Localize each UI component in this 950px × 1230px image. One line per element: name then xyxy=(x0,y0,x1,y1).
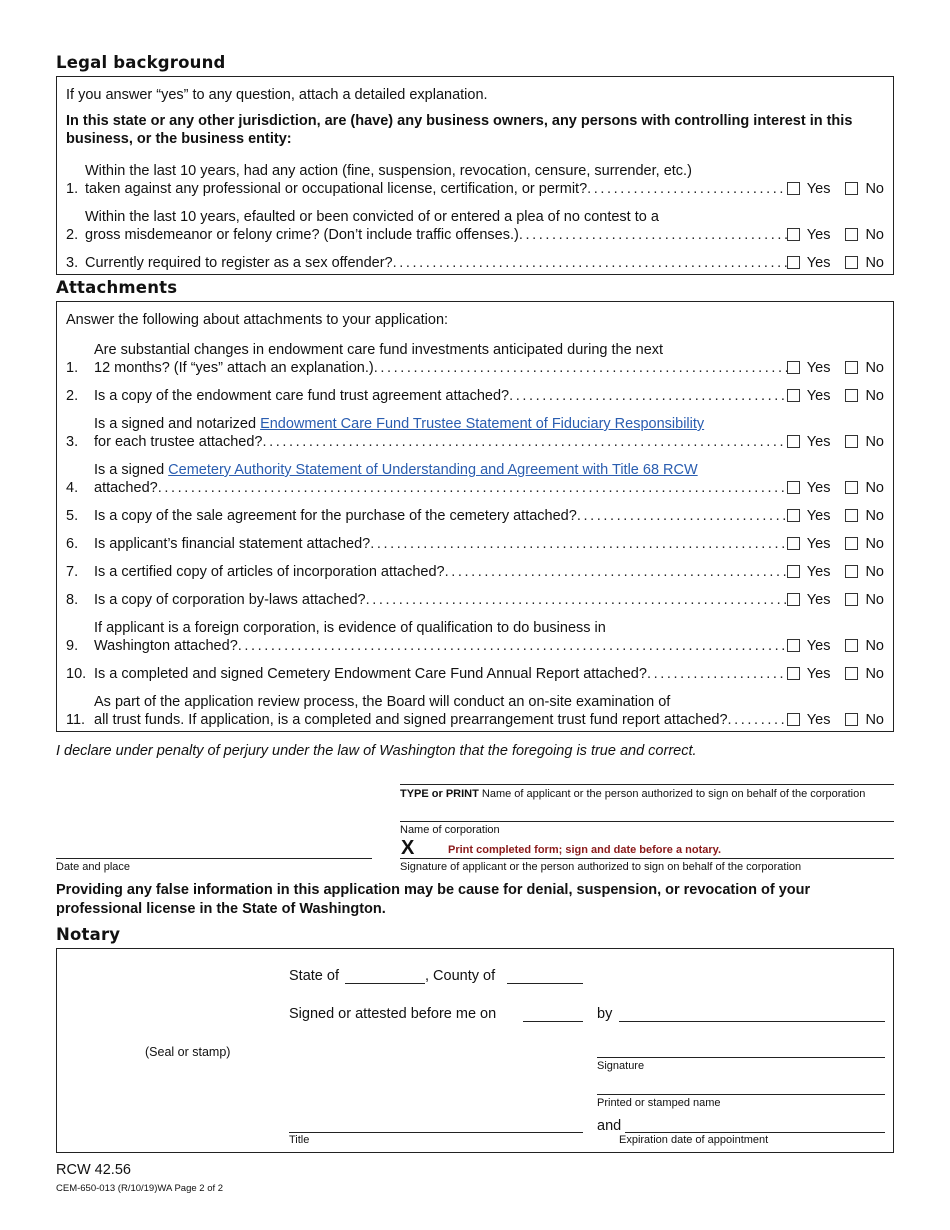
question-text: Are substantial changes in endowment care fund investments anticipated during the next xyxy=(94,342,664,358)
checkbox[interactable] xyxy=(787,389,800,402)
corporation-name-line[interactable] xyxy=(400,821,894,822)
title-label: Title xyxy=(289,1134,310,1146)
att-q11-yes[interactable]: Yes xyxy=(787,711,831,729)
by-label: by xyxy=(597,1006,613,1022)
att-q10-no[interactable]: No xyxy=(845,665,884,683)
legal-lead: In this state or any other jurisdiction, are (have) any business owners, any persons with controlling interest in this business, or the business entity: xyxy=(66,113,853,147)
attachment-question-4 xyxy=(57,461,893,497)
checkbox[interactable] xyxy=(787,228,800,241)
question-number: 9. xyxy=(66,638,79,654)
attachments-intro: Answer the following about attachments to your application: xyxy=(66,312,449,328)
question-number: 6. xyxy=(66,536,79,552)
signed-date-field[interactable] xyxy=(523,1021,583,1022)
applicant-name-line[interactable] xyxy=(400,784,894,785)
legal-q1-yes[interactable]: Yes xyxy=(787,180,831,198)
leader-dots xyxy=(393,254,787,272)
leader-dots xyxy=(238,637,787,655)
checkbox[interactable] xyxy=(845,435,858,448)
att-q2-yes[interactable]: Yes xyxy=(787,387,831,405)
att-q5-no[interactable]: No xyxy=(845,507,884,525)
county-of-label: , County of xyxy=(425,968,496,984)
title-field[interactable] xyxy=(289,1132,583,1133)
signed-before-label: Signed or attested before me on xyxy=(289,1006,497,1022)
signature-area xyxy=(56,760,894,917)
leader-dots xyxy=(587,180,787,198)
leader-dots xyxy=(366,591,787,609)
attachment-question-8 xyxy=(57,591,893,609)
fiduciary-statement-link[interactable]: Endowment Care Fund Trustee Statement of Fiduciary Responsibility xyxy=(260,416,705,432)
checkbox[interactable] xyxy=(787,182,800,195)
checkbox[interactable] xyxy=(845,389,858,402)
signature-x-mark: X xyxy=(401,837,415,859)
checkbox[interactable] xyxy=(845,713,858,726)
legal-heading: Legal background xyxy=(56,53,226,72)
legal-question-2 xyxy=(57,208,893,244)
leader-dots xyxy=(445,563,787,581)
printed-name-field[interactable] xyxy=(597,1094,885,1095)
checkbox[interactable] xyxy=(787,713,800,726)
signer-name-field[interactable] xyxy=(619,1021,885,1022)
attachments-heading: Attachments xyxy=(56,278,178,297)
form-identifier: CEM-650-013 (R/10/19)WA Page 2 of 2 xyxy=(56,1183,224,1194)
question-text: for each trustee attached? xyxy=(94,434,263,450)
legal-q3-no[interactable]: No xyxy=(845,254,884,272)
checkbox[interactable] xyxy=(787,481,800,494)
leader-dots xyxy=(370,535,787,553)
legal-question-1 xyxy=(57,162,893,198)
state-of-label: State of xyxy=(289,968,339,984)
att-q11-no[interactable]: No xyxy=(845,711,884,729)
attachment-question-5 xyxy=(57,507,893,525)
notary-signature-field[interactable] xyxy=(597,1057,885,1058)
checkbox[interactable] xyxy=(845,509,858,522)
checkbox[interactable] xyxy=(845,361,858,374)
seal-stamp-area: (Seal or stamp) xyxy=(145,1045,231,1059)
checkbox[interactable] xyxy=(845,481,858,494)
notary-heading: Notary xyxy=(56,925,121,944)
county-field[interactable] xyxy=(507,983,583,984)
att-q7-no[interactable]: No xyxy=(845,563,884,581)
checkbox[interactable] xyxy=(845,182,858,195)
question-text: Is a copy of corporation by-laws attached? xyxy=(94,592,366,608)
applicant-signature-line[interactable] xyxy=(400,858,894,859)
checkbox[interactable] xyxy=(787,256,800,269)
legal-q3-yes[interactable]: Yes xyxy=(787,254,831,272)
att-q10-yes[interactable]: Yes xyxy=(787,665,831,683)
false-information-warning: Providing any false information in this application may be cause for denial, suspension, or revocation of your professional license in the State of Washington. xyxy=(56,882,811,917)
checkbox[interactable] xyxy=(787,639,800,652)
question-text: Is a completed and signed Cemetery Endowment Care Fund Annual Report attached? xyxy=(94,666,647,682)
rcw-reference: RCW 42.56 xyxy=(56,1162,131,1178)
cemetery-authority-statement-link[interactable]: Cemetery Authority Statement of Understanding and Agreement with Title 68 RCW xyxy=(168,462,698,478)
checkbox[interactable] xyxy=(845,639,858,652)
legal-question-3 xyxy=(57,254,893,273)
att-q6-no[interactable]: No xyxy=(845,535,884,553)
checkbox[interactable] xyxy=(787,435,800,448)
question-text: If applicant is a foreign corporation, is evidence of qualification to do business in xyxy=(94,620,606,636)
checkbox[interactable] xyxy=(845,667,858,680)
leader-dots xyxy=(647,665,787,683)
att-q6-yes[interactable]: Yes xyxy=(787,535,831,553)
att-q1-no[interactable]: No xyxy=(845,359,884,377)
legal-q2-yes[interactable]: Yes xyxy=(787,226,831,244)
applicant-name-label: TYPE or PRINT Name of applicant or the person authorized to sign on behalf of the corporation xyxy=(400,788,866,800)
legal-q1-no[interactable]: No xyxy=(845,180,884,198)
attachment-question-6 xyxy=(57,535,893,553)
question-text: As part of the application review process, the Board will conduct an on-site examination of xyxy=(94,694,671,710)
checkbox[interactable] xyxy=(787,565,800,578)
checkbox[interactable] xyxy=(845,565,858,578)
attachment-question-1 xyxy=(57,341,893,377)
perjury-declaration: I declare under penalty of perjury under the law of Washington that the foregoing is true and correct. xyxy=(56,743,697,759)
question-number: 10. xyxy=(66,666,87,682)
date-place-line[interactable] xyxy=(56,858,372,859)
leader-dots xyxy=(374,359,787,377)
question-text: Is a copy of the sale agreement for the purchase of the cemetery attached? xyxy=(94,508,577,524)
question-number: 2. xyxy=(66,227,79,243)
expiration-label: Expiration date of appointment xyxy=(619,1134,769,1146)
legal-q2-no[interactable]: No xyxy=(845,226,884,244)
att-q3-no[interactable]: No xyxy=(845,433,884,451)
notary-instruction-note: Print completed form; sign and date before a notary. xyxy=(448,844,722,856)
att-q4-yes[interactable]: Yes xyxy=(787,479,831,497)
question-text: Is a signed xyxy=(94,462,169,478)
question-text: Within the last 10 years, efaulted or been convicted of or entered a plea of no contest to a xyxy=(85,209,659,225)
att-q9-no[interactable]: No xyxy=(845,637,884,655)
leader-dots xyxy=(519,226,787,244)
checkbox[interactable] xyxy=(845,228,858,241)
checkbox[interactable] xyxy=(845,593,858,606)
attachments-box xyxy=(56,301,894,732)
corporation-name-label: Name of corporation xyxy=(400,824,500,836)
applicant-signature-label: Signature of applicant or the person authorized to sign on behalf of the corporation xyxy=(400,861,802,873)
form-page xyxy=(56,50,894,1195)
checkbox[interactable] xyxy=(787,509,800,522)
question-number: 5. xyxy=(66,508,79,524)
att-q7-yes[interactable]: Yes xyxy=(787,563,831,581)
question-number: 4. xyxy=(66,480,79,496)
question-text: all trust funds. If application, is a completed and signed prearrangement trust fund report attached? xyxy=(94,712,728,728)
date-place-label: Date and place xyxy=(56,861,130,873)
question-text: Is applicant’s financial statement attached? xyxy=(94,536,371,552)
att-q8-yes[interactable]: Yes xyxy=(787,591,831,609)
question-text: gross misdemeanor or felony crime? (Don’t include traffic offenses.) xyxy=(85,227,519,243)
leader-dots xyxy=(262,433,786,451)
question-number: 1. xyxy=(66,181,79,197)
question-text: taken against any professional or occupational license, certification, or permit? xyxy=(85,181,588,197)
printed-name-label: Printed or stamped name xyxy=(597,1097,721,1109)
attachment-question-2 xyxy=(57,387,893,405)
notary-box xyxy=(56,948,894,1153)
att-q9-yes[interactable]: Yes xyxy=(787,637,831,655)
att-q8-no[interactable]: No xyxy=(845,591,884,609)
leader-dots xyxy=(577,507,787,525)
question-number: 3. xyxy=(66,434,79,450)
question-text: attached? xyxy=(94,480,158,496)
checkbox[interactable] xyxy=(787,667,800,680)
question-text: Is a certified copy of articles of incorporation attached? xyxy=(94,564,445,580)
leader-dots xyxy=(509,387,787,405)
and-label: and xyxy=(597,1118,622,1134)
question-number: 7. xyxy=(66,564,79,580)
checkbox[interactable] xyxy=(787,537,800,550)
attachment-question-7 xyxy=(57,563,893,581)
expiration-date-field[interactable] xyxy=(625,1132,885,1133)
question-number: 3. xyxy=(66,255,79,271)
question-text: Within the last 10 years, had any action (fine, suspension, revocation, censure, surrender, etc.) xyxy=(85,163,692,179)
checkbox[interactable] xyxy=(787,361,800,374)
question-number: 2. xyxy=(66,388,79,404)
att-q3-yes[interactable]: Yes xyxy=(787,433,831,451)
checkbox[interactable] xyxy=(845,256,858,269)
state-field[interactable] xyxy=(345,983,425,984)
legal-intro: If you answer “yes” to any question, attach a detailed explanation. xyxy=(66,87,488,103)
legal-box xyxy=(56,76,894,275)
checkbox[interactable] xyxy=(845,537,858,550)
att-q4-no[interactable]: No xyxy=(845,479,884,497)
att-q1-yes[interactable]: Yes xyxy=(787,359,831,377)
question-text: Washington attached? xyxy=(94,638,238,654)
question-number: 11. xyxy=(66,712,86,728)
signature-label: Signature xyxy=(597,1060,645,1072)
att-q5-yes[interactable]: Yes xyxy=(787,507,831,525)
question-text: 12 months? (If “yes” attach an explanation.) xyxy=(94,360,374,376)
checkbox[interactable] xyxy=(787,593,800,606)
question-number: 1. xyxy=(66,360,79,376)
attachment-question-9 xyxy=(57,619,893,655)
question-number: 8. xyxy=(66,592,79,608)
att-q2-no[interactable]: No xyxy=(845,387,884,405)
leader-dots xyxy=(158,479,787,497)
question-text: Currently required to register as a sex offender? xyxy=(85,255,393,271)
attachment-question-11 xyxy=(57,693,893,730)
attachment-question-3 xyxy=(57,415,893,451)
question-text: Is a copy of the endowment care fund trust agreement attached? xyxy=(94,388,510,404)
attachment-question-10 xyxy=(57,665,893,683)
leader-dots xyxy=(728,711,787,729)
question-text: Is a signed and notarized xyxy=(94,416,261,432)
